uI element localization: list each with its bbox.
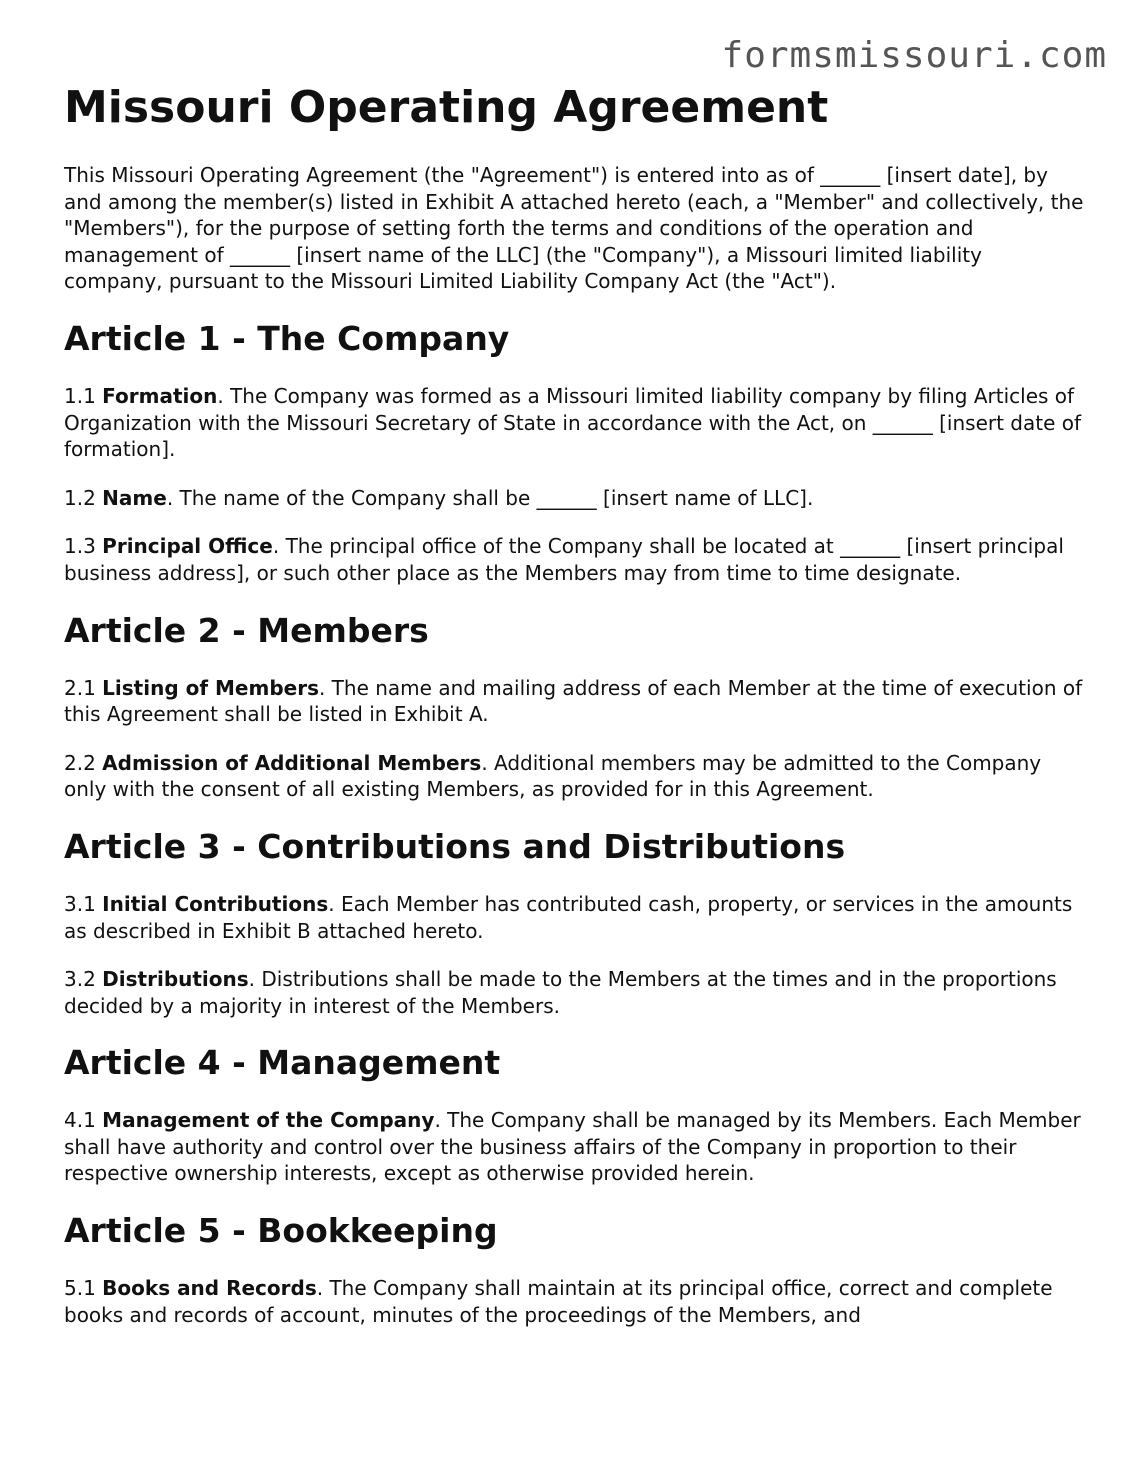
article-heading: Article 5 - Bookkeeping	[64, 1211, 498, 1251]
article-3	[64, 825, 1084, 1019]
section-1-1	[64, 383, 1084, 463]
section-text: . The name of the Company shall be ______ [insert name of LLC].	[166, 485, 814, 510]
section-number: 1.2	[64, 485, 96, 510]
section-3-1	[64, 891, 1084, 944]
section-term: Management of the Company	[102, 1108, 435, 1133]
article-heading: Article 4 - Management	[64, 1043, 501, 1083]
document-page	[64, 80, 1084, 1350]
section-number: 1.1	[64, 383, 96, 408]
section-term: Principal Office	[102, 534, 273, 559]
section-text: . The Company shall be managed by its Members. Each Member shall have authority and control over the business affairs of the Company in proportion to their respective ownership interests, except as otherwise provided herein.	[64, 1108, 1081, 1186]
section-term: Formation	[102, 383, 218, 408]
article-heading: Article 1 - The Company	[64, 318, 510, 358]
section-text: . The Company shall maintain at its principal office, correct and complete books and records of account, minutes of the proceedings of the Members, and	[64, 1276, 1053, 1327]
section-text: . Each Member has contributed cash, property, or services in the amounts as described in Exhibit B attached hereto.	[64, 891, 1073, 943]
section-term: Distributions	[102, 967, 249, 992]
section-2-2	[64, 750, 1084, 803]
section-term: Books and Records	[102, 1276, 317, 1301]
section-2-1	[64, 675, 1084, 728]
section-number: 4.1	[64, 1108, 96, 1133]
section-number: 3.1	[64, 891, 96, 916]
section-number: 3.2	[64, 967, 96, 992]
section-term: Listing of Members	[102, 675, 319, 700]
section-number: 2.1	[64, 675, 96, 700]
section-1-3	[64, 533, 1084, 586]
section-number: 1.3	[64, 534, 96, 559]
section-5-1	[64, 1275, 1084, 1328]
section-3-2	[64, 966, 1084, 1019]
article-2	[64, 609, 1084, 803]
article-heading: Article 3 - Contributions and Distributions	[64, 826, 846, 866]
intro-paragraph: This Missouri Operating Agreement (the "Agreement") is entered into as of ______ [insert date], by and among the member(s) listed in Exhibit A attached hereto (each, a "Member" and collectively, the "Members"), for the purpose of setting forth the terms and conditions of the operation and management of ______ [insert name of the LLC] (the "Company"), a Missouri limited liability company, pursuant to the Missouri Limited Liability Company Act (the "Act").	[64, 163, 1084, 294]
document-title: Missouri Operating Agreement	[64, 82, 829, 133]
section-number: 2.2	[64, 750, 96, 775]
section-text: . The Company was formed as a Missouri limited liability company by filing Articles of Organization with the Missouri Secretary of State in accordance with the Act, on ______ [insert date of formation].	[64, 383, 1082, 462]
section-text: . The name and mailing address of each Member at the time of execution of this Agreement shall be listed in Exhibit A.	[64, 675, 1083, 727]
section-number: 5.1	[64, 1276, 96, 1301]
article-1	[64, 317, 1084, 587]
site-watermark: formsmissouri.com	[721, 35, 1107, 76]
section-text: . Distributions shall be made to the Members at the times and in the proportions decided by a majority in interest of the Members.	[64, 967, 1057, 1018]
section-term: Admission of Additional Members	[102, 750, 482, 775]
section-term: Initial Contributions	[102, 891, 329, 916]
article-5	[64, 1209, 1084, 1328]
section-term: Name	[102, 485, 167, 510]
section-text: . The principal office of the Company shall be located at ______ [insert principal business address], or such other place as the Members may from time to time designate.	[64, 534, 1064, 585]
section-4-1	[64, 1107, 1084, 1187]
article-heading: Article 2 - Members	[64, 610, 429, 650]
article-4	[64, 1041, 1084, 1187]
section-1-2	[64, 485, 1084, 512]
section-text: . Additional members may be admitted to the Company only with the consent of all existing Members, as provided for in this Agreement.	[64, 750, 1042, 802]
